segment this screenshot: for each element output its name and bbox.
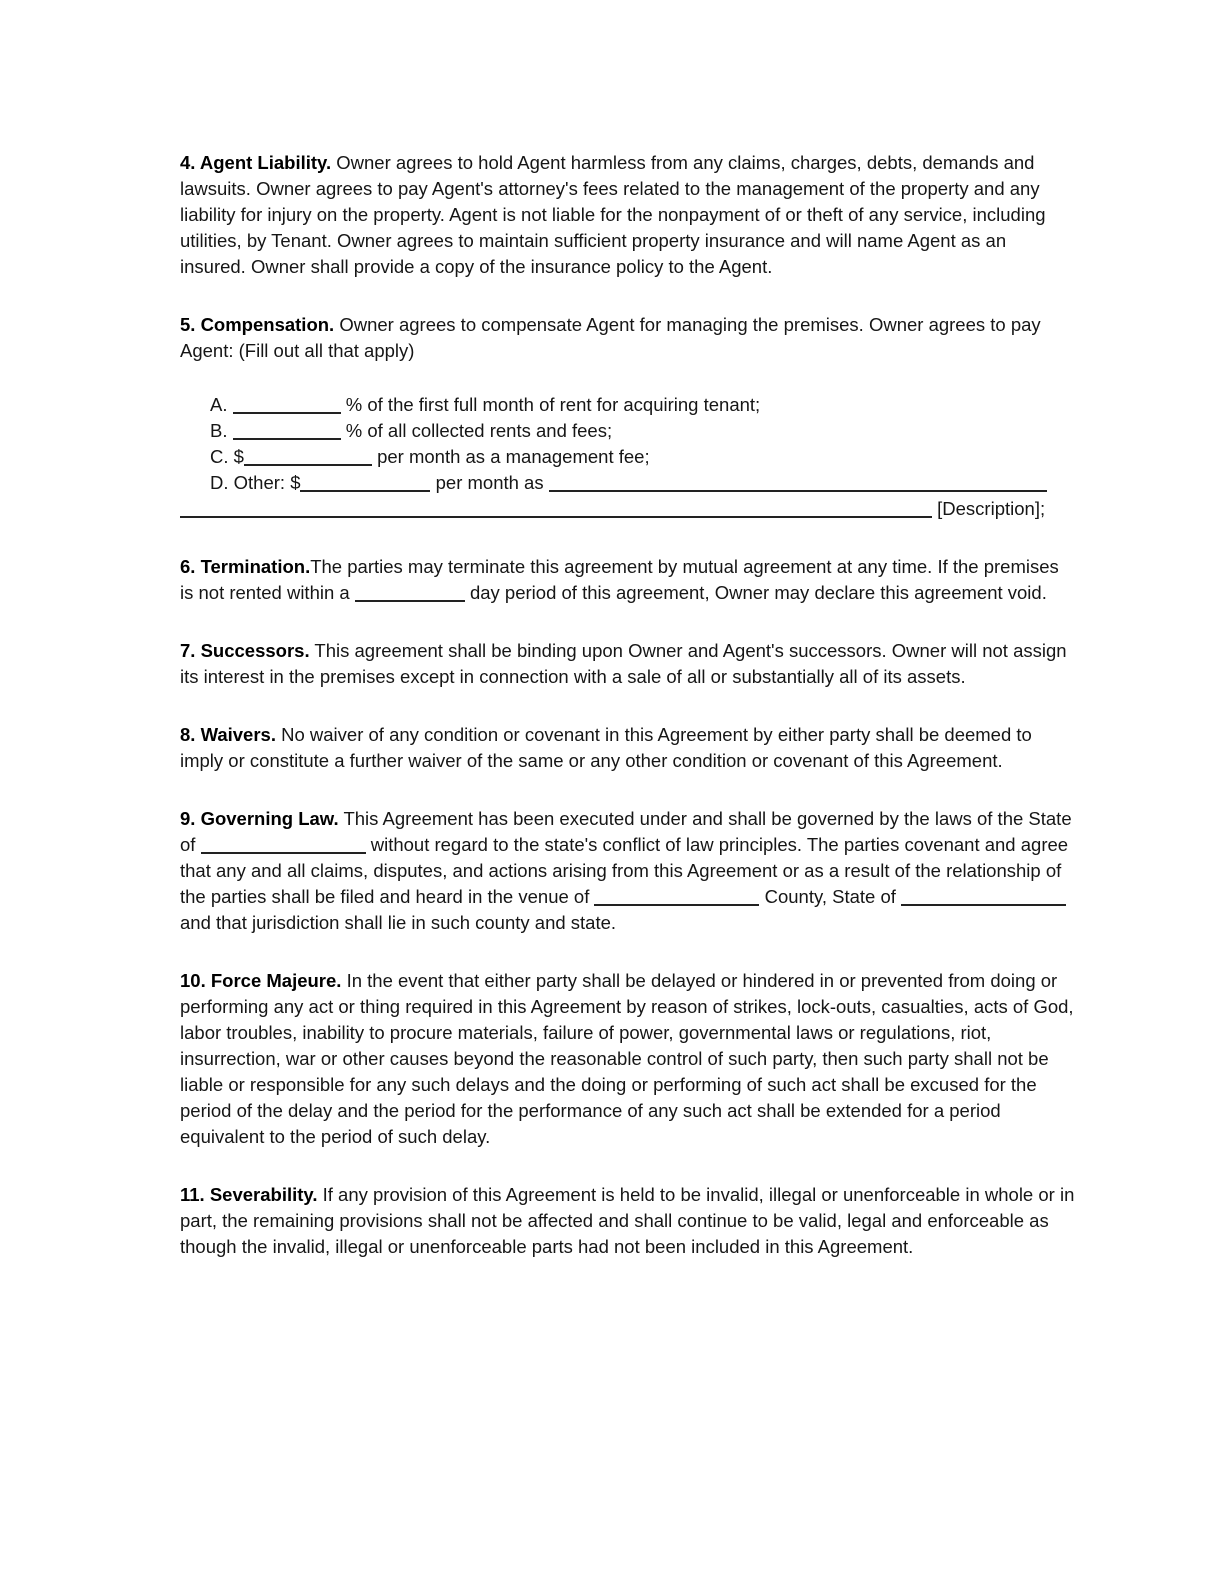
section-governing-law xyxy=(180,806,1077,936)
fill-in-blank xyxy=(180,515,932,518)
section-force-majeure xyxy=(180,968,1077,1150)
body-text: C. $ xyxy=(210,446,244,467)
body-text: and that jurisdiction shall lie in such county and state. xyxy=(180,912,617,933)
body-text: % of all collected rents and fees; xyxy=(340,420,613,441)
list-item-option-a xyxy=(180,392,1077,418)
fill-in-blank xyxy=(901,903,1066,906)
body-text: day period of this agreement, Owner may declare this agreement void. xyxy=(464,582,1047,603)
section-heading: 8. Waivers. xyxy=(180,724,276,745)
body-text: County, State of xyxy=(759,886,902,907)
section-heading: 11. Severability. xyxy=(180,1184,318,1205)
fill-in-blank xyxy=(244,463,372,466)
body-text: per month as xyxy=(430,472,549,493)
section-heading: 4. Agent Liability. xyxy=(180,152,332,173)
section-severability-paragraph xyxy=(180,1182,1077,1260)
fill-in-blank xyxy=(355,599,465,602)
body-text: per month as a management fee; xyxy=(371,446,650,467)
list-item-option-d-description xyxy=(180,496,1077,522)
body-text: This Agreement has been executed under and shall be governed by the laws of the State of xyxy=(180,808,1072,855)
section-waivers-paragraph xyxy=(180,722,1077,774)
section-heading: 7. Successors. xyxy=(180,640,310,661)
body-text: No waiver of any condition or covenant in this Agreement by either party shall be deemed to imply or constitute a further waiver of the same or any other condition or covenant of this Agreement. xyxy=(180,724,1032,771)
section-heading: 5. Compensation. xyxy=(180,314,335,335)
body-text: This agreement shall be binding upon Owner and Agent's successors. Owner will not assign its interest in the premises except in connection with a sale of all or substantially all of its assets. xyxy=(180,640,1067,687)
list-item-option-d xyxy=(180,470,1077,496)
fill-in-blank xyxy=(594,903,759,906)
section-heading: 9. Governing Law. xyxy=(180,808,339,829)
body-text: [Description]; xyxy=(932,498,1046,519)
body-text: Owner agrees to hold Agent harmless from any claims, charges, debts, demands and lawsuits. Owner agrees to pay Agent's attorney's fees related to the management of the property and any liability for injury on the property. Agent is not liable for the nonpayment of or theft of any service, including utilities, by Tenant. Owner agrees to maintain sufficient property insurance and will name Agent as an insured. Owner shall provide a copy of the insurance policy to the Agent. xyxy=(180,152,1046,277)
body-text: without regard to the state's conflict of law principles. The parties covenant and agree that any and all claims, disputes, and actions arising from this Agreement or as a result of the relationship of the parties shall be filed and heard in the venue of xyxy=(180,834,1069,907)
section-termination xyxy=(180,554,1077,606)
section-successors-paragraph xyxy=(180,638,1077,690)
fill-in-blank xyxy=(549,489,1047,492)
body-text: B. xyxy=(210,420,233,441)
section-termination-paragraph xyxy=(180,554,1077,606)
section-agent-liability xyxy=(180,150,1077,280)
section-compensation xyxy=(180,312,1077,522)
body-text: The parties may terminate this agreement by mutual agreement at any time. If the premises is not rented within a xyxy=(180,556,1059,603)
section-compensation-paragraph xyxy=(180,312,1077,364)
fill-in-blank xyxy=(300,489,430,492)
body-text: A. xyxy=(210,394,233,415)
section-heading: 6. Termination. xyxy=(180,556,311,577)
section-heading: 10. Force Majeure. xyxy=(180,970,342,991)
body-text: % of the first full month of rent for acquiring tenant; xyxy=(340,394,761,415)
fill-in-blank xyxy=(233,437,341,440)
section-waivers xyxy=(180,722,1077,774)
section-severability xyxy=(180,1182,1077,1260)
section-compensation-list xyxy=(180,392,1077,522)
body-text: In the event that either party shall be delayed or hindered in or prevented from doing or performing any act or thing required in this Agreement by reason of strikes, lock-outs, casualties, acts of God, labor troubles, inability to procure materials, failure of power, governmental laws or regulations, riot, insurrection, war or other causes beyond the reasonable control of such party, then such party shall not be liable or responsible for any such delays and the doing or performing of such act shall be excused for the period of the delay and the period for the performance of any such act shall be extended for a period equivalent to the period of such delay. xyxy=(180,970,1074,1147)
section-agent-liability-paragraph xyxy=(180,150,1077,280)
fill-in-blank xyxy=(201,851,366,854)
list-item-option-c xyxy=(180,444,1077,470)
body-text: D. Other: $ xyxy=(210,472,301,493)
section-governing-law-paragraph xyxy=(180,806,1077,936)
section-successors xyxy=(180,638,1077,690)
list-item-option-b xyxy=(180,418,1077,444)
section-force-majeure-paragraph xyxy=(180,968,1077,1150)
body-text: If any provision of this Agreement is held to be invalid, illegal or unenforceable in whole or in part, the remaining provisions shall not be affected and shall continue to be valid, legal and enforceable as though the invalid, illegal or unenforceable parts had not been included in this Agreement. xyxy=(180,1184,1075,1257)
document-content xyxy=(180,150,1077,1292)
body-text: Owner agrees to compensate Agent for managing the premises. Owner agrees to pay Agent: (Fill out all that apply) xyxy=(180,314,1041,361)
fill-in-blank xyxy=(233,411,341,414)
